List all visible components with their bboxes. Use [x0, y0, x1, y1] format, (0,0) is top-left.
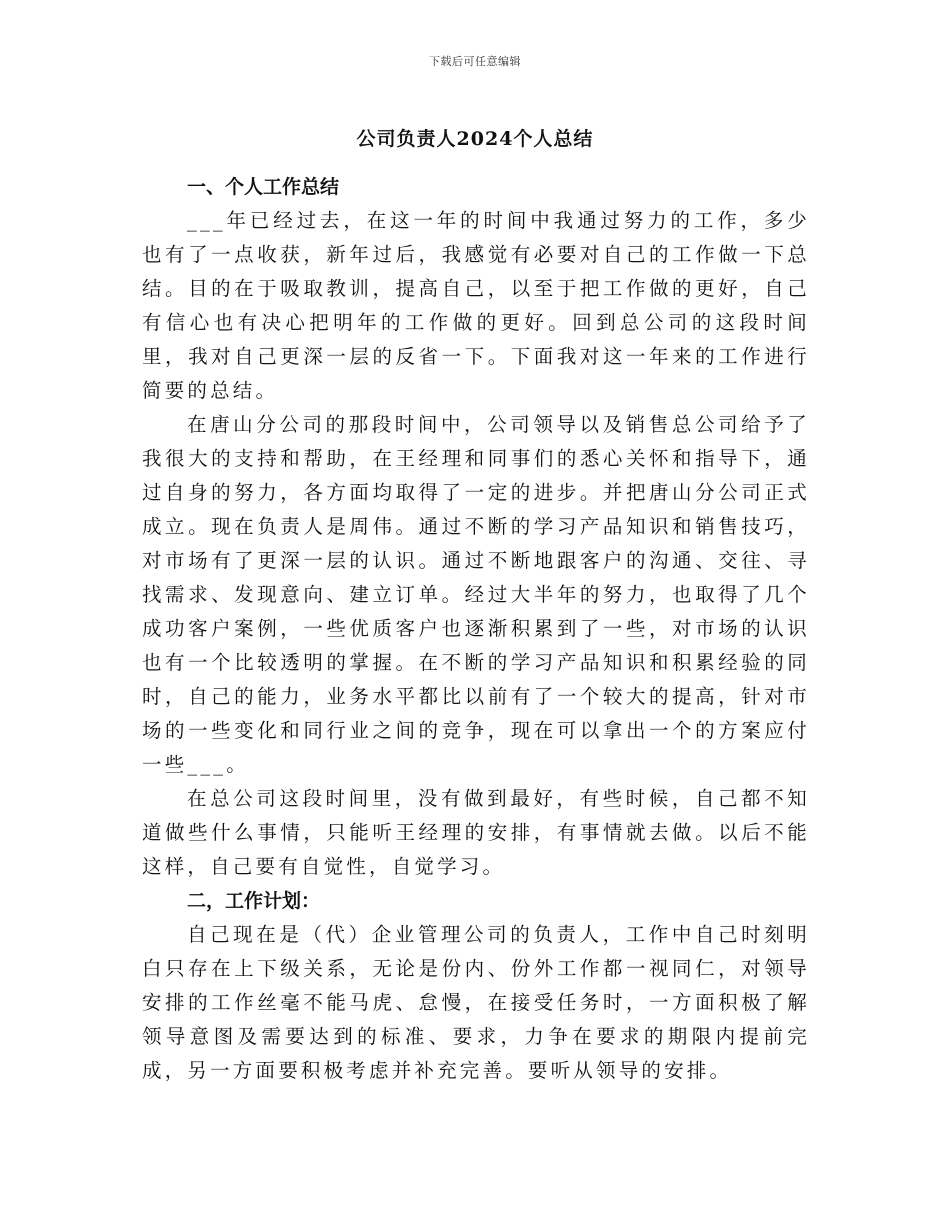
- document-title: 公司负责人2024个人总结: [356, 128, 594, 150]
- section-heading-personal-summary: 一、个人工作总结: [187, 176, 340, 198]
- document-body: [142, 170, 810, 1088]
- paragraph-intro: ___年已经过去，在这一年的时间中我通过努力的工作，多少也有了一点收获，新年过后，我感觉有必要对自己的工作做一下总结。目的在于吸取教训，提高自己，以至于把工作做的更好，自己有信心也有决心把明年的工作做的更好。回到总公司的这段时间里，我对自己更深一层的反省一下。下面我对这一年来的工作进行简要的总结。: [142, 209, 810, 402]
- paragraph-tangshan-branch: 在唐山分公司的那段时间中，公司领导以及销售总公司给予了我很大的支持和帮助，在王经理和同事们的悉心关怀和指导下，通过自身的努力，各方面均取得了一定的进步。并把唐山分公司正式成立。现在负责人是周伟。通过不断的学习产品知识和销售技巧，对市场有了更深一层的认识。通过不断地跟客户的沟通、交往、寻找需求、发现意向、建立订单。经过大半年的努力，也取得了几个成功客户案例，一些优质客户也逐渐积累到了一些，对市场的认识也有一个比较透明的掌握。在不断的学习产品知识和积累经验的同时，自己的能力，业务水平都比以前有了一个较大的提高，针对市场的一些变化和同行业之间的竞争，现在可以拿出一个的方案应付一些___。: [142, 413, 810, 776]
- header-note: 下载后可任意编辑: [429, 55, 521, 68]
- paragraph-work-plan: 自己现在是（代）企业管理公司的负责人，工作中自己时刻明白只存在上下级关系，无论是份内、份外工作都一视同仁，对领导安排的工作丝毫不能马虎、怠慢，在接受任务时，一方面积极了解领导意图及需要达到的标准、要求，力争在要求的期限内提前完成，另一方面要积极考虑并补充完善。要听从领导的安排。: [142, 923, 810, 1082]
- section-heading-work-plan: 二，工作计划：: [187, 890, 321, 912]
- paragraph-head-office: 在总公司这段时间里，没有做到最好，有些时候，自己都不知道做些什么事情，只能听王经理的安排，有事情就去做。以后不能这样，自己要有自觉性，自觉学习。: [142, 787, 810, 878]
